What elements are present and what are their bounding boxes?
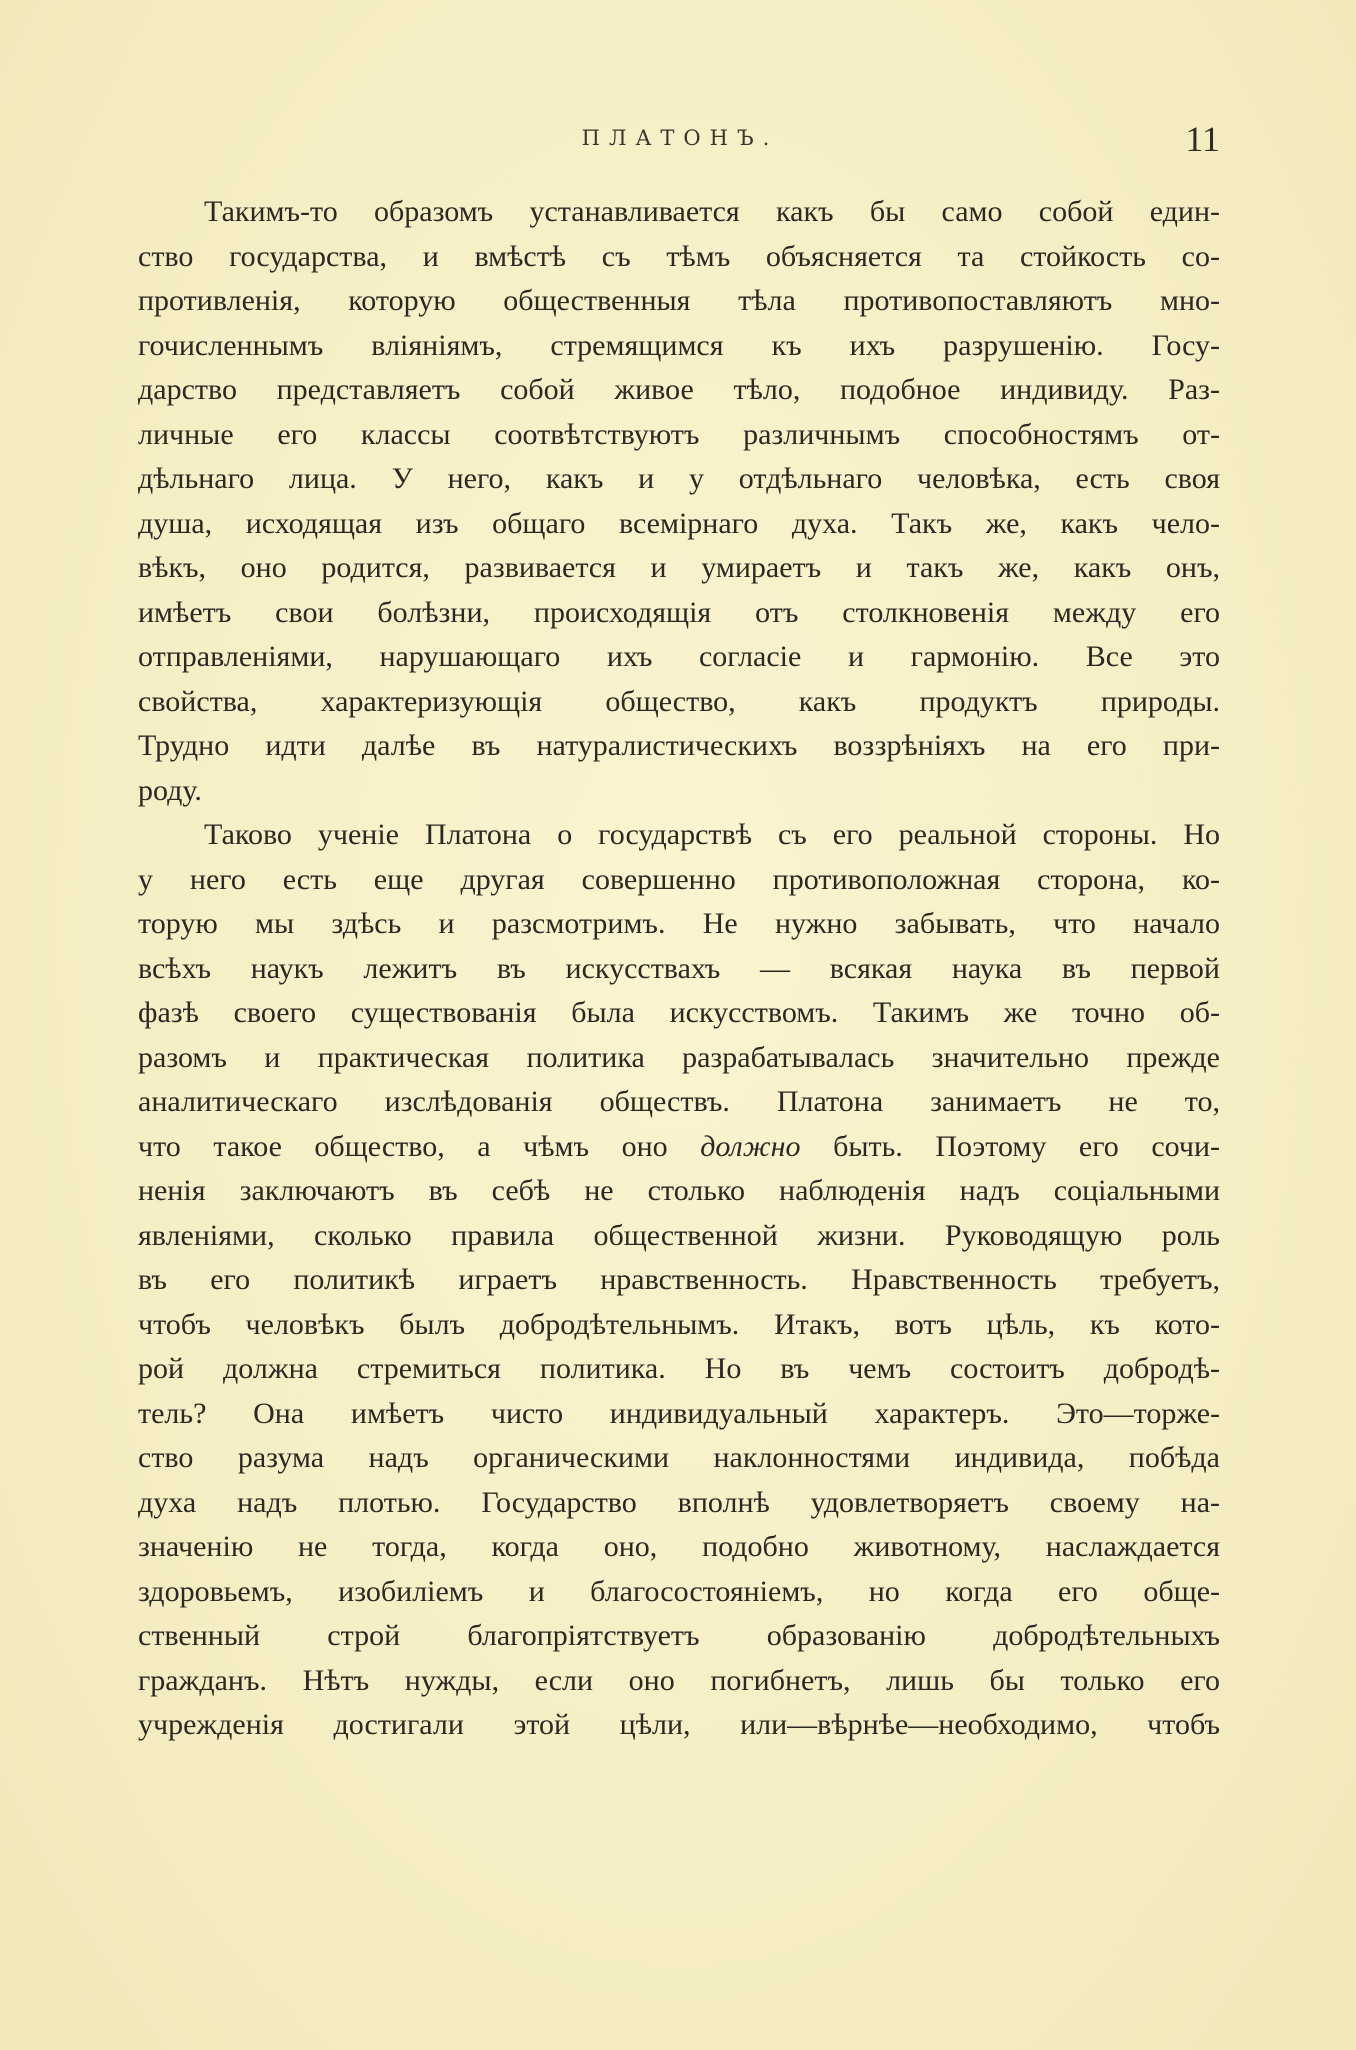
text-line: учрежденія достигали этой цѣли, или—вѣрнѣе—необходимо, чтобъ	[138, 1708, 1220, 1741]
text-line: роду.	[138, 773, 202, 807]
text-line: противленія, которую общественныя тѣла противопоставляютъ мно-	[138, 284, 1220, 317]
text-line: всѣхъ наукъ лежитъ въ искусствахъ — всякая наука въ первой	[138, 951, 1220, 985]
text-line: тель? Она имѣетъ чисто индивидуальный характеръ. Это—торже-	[138, 1396, 1220, 1430]
text-line-with-emphasis	[138, 1125, 1220, 1170]
text-fragment: быть. Поэтому его сочи-	[833, 1129, 1221, 1163]
body-text	[138, 190, 1220, 1748]
text-line: душа, исходящая изъ общаго всемірнаго духа. Такъ же, какъ чело-	[138, 506, 1220, 540]
text-line: ство разума надъ органическими наклонностями индивида, побѣда	[138, 1441, 1220, 1474]
text-line: ненія заключаютъ въ себѣ не столько наблюденія надъ соціальными	[138, 1174, 1220, 1207]
text-line: отправленіями, нарушающаго ихъ согласіе и гармонію. Все это	[138, 640, 1220, 673]
text-line: рой должна стремиться политика. Но въ чемъ состоитъ добродѣ-	[138, 1352, 1220, 1385]
text-line: Такимъ-то образомъ устанавливается какъ бы само собой един-	[204, 195, 1220, 228]
text-line: Таково ученіе Платона о государствѣ съ его реальной стороны. Но	[204, 818, 1220, 851]
running-head: ПЛАТОНЪ.	[581, 126, 779, 150]
text-line: вѣкъ, оно родится, развивается и умираетъ и такъ же, какъ онъ,	[138, 551, 1220, 584]
text-line: въ его политикѣ играетъ нравственность. Нравственность требуетъ,	[138, 1263, 1220, 1296]
text-line: здоровьемъ, изобиліемъ и благосостояніемъ, но когда его обще-	[138, 1574, 1220, 1608]
text-line: у него есть еще другая совершенно противоположная сторона, ко-	[138, 862, 1220, 896]
page-number: 11	[1185, 119, 1220, 159]
text-line: явленіями, сколько правила общественной жизни. Руководящую роль	[138, 1218, 1220, 1252]
text-line: дарство представляетъ собой живое тѣло, подобное индивиду. Раз-	[138, 373, 1220, 406]
text-line: значенію не тогда, когда оно, подобно животному, наслаждается	[138, 1530, 1220, 1563]
text-line: имѣетъ свои болѣзни, происходящія отъ столкновенія между его	[138, 595, 1220, 629]
text-line: духа надъ плотью. Государство вполнѣ удовлетворяетъ своему на-	[138, 1485, 1220, 1519]
text-line: фазѣ своего существованія была искусствомъ. Такимъ же точно об-	[138, 996, 1220, 1029]
text-line: чтобъ человѣкъ былъ добродѣтельнымъ. Итакъ, вотъ цѣль, къ кото-	[138, 1307, 1220, 1341]
text-line: дѣльнаго лица. У него, какъ и у отдѣльнаго человѣка, есть своя	[138, 462, 1220, 495]
text-line: ство государства, и вмѣстѣ съ тѣмъ объясняется та стойкость со-	[138, 239, 1220, 273]
text-line: аналитическаго изслѣдованія обществъ. Платона занимаетъ не то,	[138, 1085, 1220, 1118]
text-line: гражданъ. Нѣтъ нужды, если оно погибнетъ, лишь бы только его	[138, 1663, 1220, 1697]
text-line: Трудно идти далѣе въ натуралистическихъ воззрѣніяхъ на его при-	[138, 729, 1220, 762]
text-line: личные его классы соотвѣтствуютъ различнымъ способностямъ от-	[138, 417, 1220, 451]
text-line: гочисленнымъ вліяніямъ, стремящимся къ ихъ разрушенію. Госу-	[138, 328, 1220, 362]
italic-emphasis: должно	[700, 1129, 801, 1163]
page-header	[140, 118, 1220, 158]
text-line: ственный строй благопріятствуетъ образованію добродѣтельныхъ	[138, 1619, 1220, 1652]
text-line: свойства, характеризующія общество, какъ продуктъ природы.	[138, 684, 1220, 718]
text-line: торую мы здѣсь и разсмотримъ. Не нужно забывать, что начало	[138, 907, 1220, 940]
text-fragment: что такое общество, а чѣмъ оно	[138, 1129, 668, 1163]
text-line: разомъ и практическая политика разрабатывалась значительно прежде	[138, 1040, 1220, 1074]
